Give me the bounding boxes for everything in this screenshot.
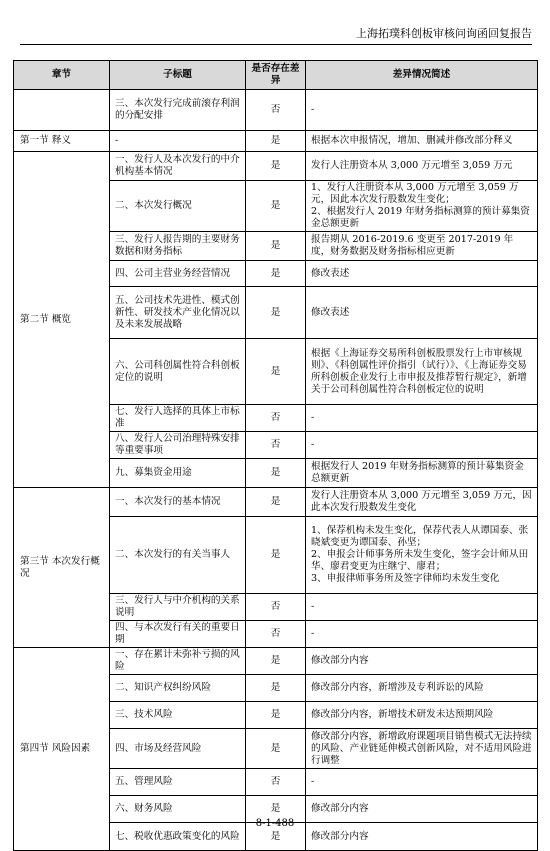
diff-cell: 是: [246, 488, 306, 517]
section-cell: 第三节 本次发行概况: [14, 488, 110, 648]
desc-cell: 修改部分内容，新增技术研发未达预期风险: [306, 702, 538, 729]
diff-cell: 是: [246, 729, 306, 769]
desc-cell: -: [306, 621, 538, 648]
table-row: [14, 488, 538, 517]
diff-cell: 是: [246, 796, 306, 823]
diff-cell: 是: [246, 648, 306, 675]
subtitle-cell: 三、本次发行完成前滚存利润的分配安排: [110, 90, 246, 131]
diff-cell: 否: [246, 594, 306, 621]
diff-cell: 是: [246, 287, 306, 339]
desc-cell: 修改部分内容，新增政府课题项目销售模式无法持续的风险、产业链延伸模式创新风险，对不适用风险进行调整: [306, 729, 538, 769]
table-row: [14, 648, 538, 675]
diff-cell: 否: [246, 405, 306, 432]
table-row: [14, 131, 538, 152]
subtitle-cell: 二、本次发行概况: [110, 181, 246, 232]
desc-cell: -: [306, 594, 538, 621]
subtitle-cell: 二、本次发行的有关当事人: [110, 517, 246, 594]
subtitle-cell: 一、存在累计未弥补亏损的风险: [110, 648, 246, 675]
subtitle-cell: -: [110, 131, 246, 152]
diff-cell: 是: [246, 459, 306, 488]
col-header-section: 章节: [14, 61, 110, 90]
subtitle-cell: 五、管理风险: [110, 769, 246, 796]
diff-cell: 否: [246, 90, 306, 131]
desc-cell: -: [306, 405, 538, 432]
subtitle-cell: 四、与本次发行有关的重要日期: [110, 621, 246, 648]
subtitle-cell: 七、发行人选择的具体上市标准: [110, 405, 246, 432]
desc-cell: 修改部分内容: [306, 796, 538, 823]
subtitle-cell: 八、发行人公司治理特殊安排等重要事项: [110, 432, 246, 459]
diff-cell: 否: [246, 432, 306, 459]
table-header-row: [14, 61, 538, 90]
diff-cell: 是: [246, 702, 306, 729]
subtitle-cell: 三、发行人报告期的主要财务数据和财务指标: [110, 232, 246, 261]
desc-cell: -: [306, 432, 538, 459]
subtitle-cell: 六、公司科创属性符合科创板定位的说明: [110, 339, 246, 405]
subtitle-cell: 三、发行人与中介机构的关系说明: [110, 594, 246, 621]
col-header-subtitle: 子标题: [110, 61, 246, 90]
diff-cell: 是: [246, 261, 306, 287]
desc-cell: 修改表述: [306, 287, 538, 339]
subtitle-cell: 三、技术风险: [110, 702, 246, 729]
col-header-diff: 是否存在差异: [246, 61, 306, 90]
subtitle-cell: 六、财务风险: [110, 796, 246, 823]
desc-cell: 发行人注册资本从 3,000 万元增至 3,059 万元: [306, 152, 538, 181]
page-footer: [0, 818, 550, 829]
diff-cell: 是: [246, 339, 306, 405]
table-row: [14, 152, 538, 181]
col-header-desc: 差异情况简述: [306, 61, 538, 90]
subtitle-cell: 四、市场及经营风险: [110, 729, 246, 769]
desc-cell: 修改部分内容: [306, 823, 538, 851]
subtitle-cell: 五、公司技术先进性、模式创新性、研发技术产业化情况以及未来发展战略: [110, 287, 246, 339]
diff-cell: 是: [246, 517, 306, 594]
section-cell: 第四节 风险因素: [14, 648, 110, 851]
desc-cell: 根据本次申报情况，增加、删减并修改部分释义: [306, 131, 538, 152]
subtitle-cell: 九、募集资金用途: [110, 459, 246, 488]
diff-cell: 是: [246, 675, 306, 702]
diff-cell: 否: [246, 769, 306, 796]
section-cell: 第二节 概览: [14, 152, 110, 488]
page-header: [20, 24, 532, 45]
header-title: 上海拓璞科创板审核问询函回复报告: [356, 27, 532, 40]
section-cell: 第一节 释义: [14, 131, 110, 152]
subtitle-cell: 四、公司主营业务经营情况: [110, 261, 246, 287]
diff-cell: 是: [246, 181, 306, 232]
subtitle-cell: 二、知识产权纠纷风险: [110, 675, 246, 702]
desc-cell: 根据发行人 2019 年财务指标测算的预计募集资金总额更新: [306, 459, 538, 488]
desc-cell: -: [306, 90, 538, 131]
desc-cell: 1、保荐机构未发生变化，保荐代表人从谭国泰、张晓斌变更为谭国泰、孙坚； 2、申报会计师事务所未发生变化，签字会计师从田华、廖君变更为庄继宁、廖君； 3、申报律师事务所及签字律师均未发生变化: [306, 517, 538, 594]
subtitle-cell: 一、发行人及本次发行的中介机构基本情况: [110, 152, 246, 181]
subtitle-cell: 一、本次发行的基本情况: [110, 488, 246, 517]
desc-cell: 发行人注册资本从 3,000 万元增至 3,059 万元，因此本次发行股数发生变化: [306, 488, 538, 517]
subtitle-cell: 七、税收优惠政策变化的风险: [110, 823, 246, 851]
diff-cell: 是: [246, 232, 306, 261]
desc-cell: 根据《上海证券交易所科创板股票发行上市审核规则》、《科创属性评价指引（试行）》、《上海证券交易所科创板企业发行上市申报及推荐暂行规定》，新增关于公司科创属性符合科创板定位的说明: [306, 339, 538, 405]
diff-cell: 是: [246, 131, 306, 152]
page-number: 8-1-488: [255, 818, 295, 829]
desc-cell: 修改部分内容: [306, 648, 538, 675]
desc-cell: 修改部分内容，新增涉及专利诉讼的风险: [306, 675, 538, 702]
desc-cell: 报告期从 2016-2019.6 变更至 2017-2019 年度，财务数据及财务指标相应更新: [306, 232, 538, 261]
section-cell: [14, 90, 110, 131]
desc-cell: 修改表述: [306, 261, 538, 287]
diff-cell: 是: [246, 823, 306, 851]
table-row: [14, 90, 538, 131]
desc-cell: -: [306, 769, 538, 796]
diff-cell: 否: [246, 621, 306, 648]
difference-table: [13, 60, 538, 851]
diff-cell: 是: [246, 152, 306, 181]
desc-cell: 1、发行人注册资本从 3,000 万元增至 3,059 万元，因此本次发行股数发生变化； 2、根据发行人 2019 年财务指标测算的预计募集资金总额更新: [306, 181, 538, 232]
